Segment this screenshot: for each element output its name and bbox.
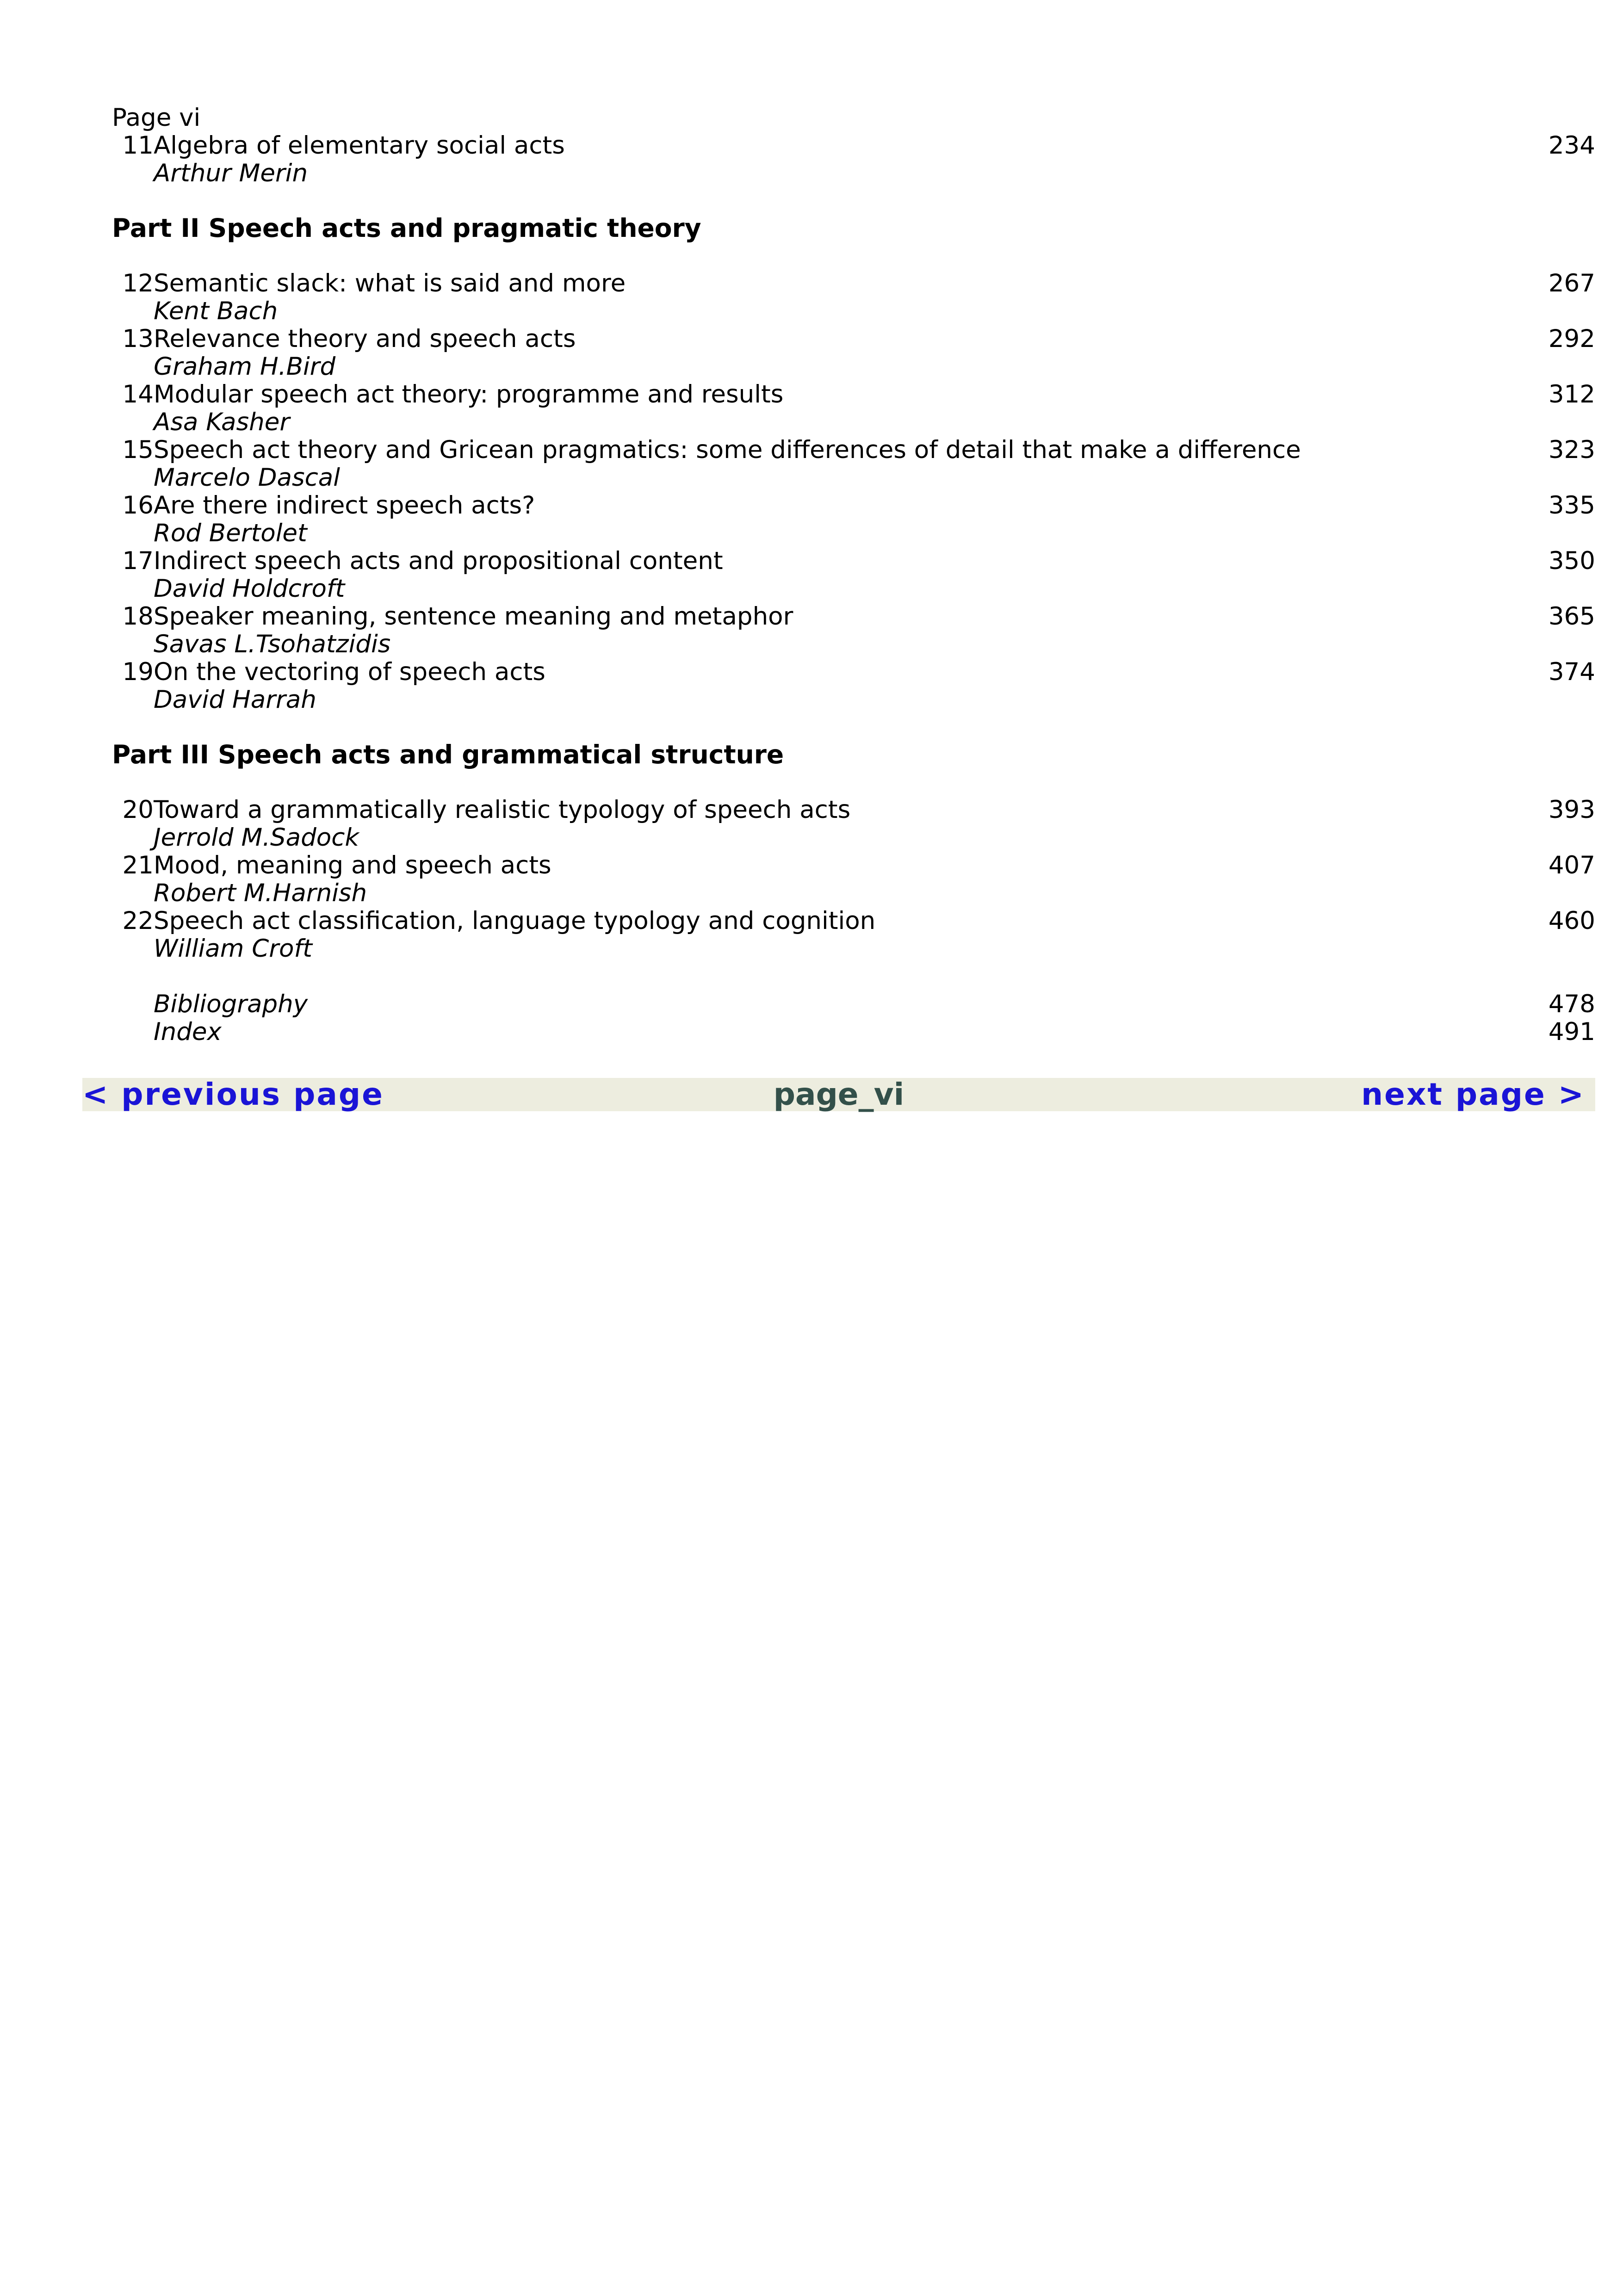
- empty-cell: [82, 353, 154, 381]
- chapter-number: [82, 1018, 154, 1046]
- chapter-page-number: 234: [1548, 131, 1595, 160]
- chapter-title: Algebra of elementary social acts: [154, 131, 565, 160]
- chapter-author: David Holdcroft: [154, 575, 345, 603]
- empty-cell: [1456, 824, 1595, 852]
- empty-cell: [82, 464, 154, 492]
- chapter-author: Rod Bertolet: [154, 519, 307, 547]
- spacer: [82, 963, 1595, 990]
- chapter-page-number: 374: [1548, 658, 1595, 686]
- toc-entry-row: [82, 907, 1595, 935]
- empty-cell: [82, 879, 154, 907]
- empty-cell: [1456, 353, 1595, 381]
- chapter-title: Mood, meaning and speech acts: [154, 851, 551, 879]
- empty-cell: [1456, 686, 1595, 714]
- chapter-number: 16: [122, 491, 154, 520]
- toc-author-row: [82, 879, 1595, 907]
- empty-cell: [1456, 575, 1595, 603]
- chapter-title: Relevance theory and speech acts: [154, 325, 576, 353]
- toc-table-top: [82, 132, 1595, 187]
- chapter-page-number: 312: [1548, 380, 1595, 408]
- chapter-author: Kent Bach: [154, 297, 278, 325]
- toc-author-row: [82, 353, 1595, 381]
- empty-cell: [82, 160, 154, 187]
- page-label: Page vi: [112, 104, 201, 132]
- chapter-page-number: 407: [1548, 851, 1595, 879]
- empty-cell: [82, 824, 154, 852]
- chapter-author: Asa Kasher: [154, 408, 290, 436]
- part-3-heading: Part III Speech acts and grammatical structure: [112, 740, 784, 769]
- chapter-title: Index: [154, 1018, 222, 1046]
- chapter-page-number: 335: [1548, 491, 1595, 520]
- chapter-page-number: 478: [1548, 990, 1595, 1018]
- toc-entry-row: [82, 796, 1595, 824]
- toc-entry-row: [82, 852, 1595, 879]
- chapter-author: Savas L.Tsohatzidis: [154, 630, 391, 658]
- chapter-number: 17: [122, 547, 154, 575]
- chapter-author: William Croft: [154, 934, 312, 963]
- chapter-title: Speaker meaning, sentence meaning and metaphor: [154, 602, 793, 631]
- chapter-title: Toward a grammatically realistic typology of speech acts: [154, 796, 851, 824]
- toc-entry-row: [82, 603, 1595, 631]
- empty-cell: [1456, 160, 1595, 187]
- empty-cell: [82, 520, 154, 547]
- chapter-author: Graham H.Bird: [154, 353, 336, 381]
- toc-author-row: [82, 631, 1595, 658]
- page-id-label: page_vi: [773, 1077, 904, 1112]
- previous-page-link[interactable]: < previous page: [82, 1077, 384, 1112]
- toc-entry-row: [82, 325, 1595, 353]
- empty-cell: [82, 631, 154, 658]
- toc-author-row: [82, 464, 1595, 492]
- chapter-title: Semantic slack: what is said and more: [154, 269, 626, 297]
- empty-cell: [1456, 631, 1595, 658]
- chapter-number: 21: [122, 851, 154, 879]
- empty-cell: [82, 575, 154, 603]
- empty-cell: [1456, 935, 1595, 963]
- chapter-number: 14: [122, 380, 154, 408]
- chapter-author: Robert M.Harnish: [154, 879, 367, 907]
- toc-table-back-matter: [82, 990, 1595, 1046]
- chapter-number: 11: [122, 131, 154, 160]
- toc-entry-row: [82, 492, 1595, 520]
- chapter-title: Bibliography: [154, 990, 308, 1018]
- chapter-title: Modular speech act theory: programme and results: [154, 380, 784, 408]
- chapter-number: 19: [122, 658, 154, 686]
- chapter-page-number: 267: [1548, 269, 1595, 297]
- chapter-page-number: 350: [1548, 547, 1595, 575]
- toc-author-row: [82, 520, 1595, 547]
- chapter-number: 22: [122, 907, 154, 935]
- chapter-page-number: 323: [1548, 436, 1595, 464]
- toc-author-row: [82, 408, 1595, 436]
- chapter-title: Indirect speech acts and propositional content: [154, 547, 723, 575]
- toc-entry-row: [82, 1018, 1595, 1046]
- toc-table-part2: [82, 270, 1595, 714]
- empty-cell: [1456, 408, 1595, 436]
- toc-author-row: [82, 575, 1595, 603]
- toc-entry-row: [82, 658, 1595, 686]
- empty-cell: [1456, 464, 1595, 492]
- empty-cell: [1456, 520, 1595, 547]
- chapter-number: 20: [122, 796, 154, 824]
- empty-cell: [82, 408, 154, 436]
- part-2-heading: Part II Speech acts and pragmatic theory: [112, 213, 701, 243]
- toc-entry-row: [82, 381, 1595, 408]
- chapter-title: Speech act theory and Gricean pragmatics: some differences of detail that make a difference: [154, 436, 1301, 464]
- chapter-page-number: 292: [1548, 325, 1595, 353]
- toc-entry-row: [82, 132, 1595, 160]
- chapter-author: Marcelo Dascal: [154, 464, 340, 492]
- toc-author-row: [82, 935, 1595, 963]
- chapter-page-number: 365: [1548, 602, 1595, 631]
- empty-cell: [82, 686, 154, 714]
- chapter-number: 12: [122, 269, 154, 297]
- empty-cell: [82, 935, 154, 963]
- toc-entry-row: [82, 436, 1595, 464]
- toc-author-row: [82, 824, 1595, 852]
- next-page-link[interactable]: next page >: [1361, 1077, 1585, 1112]
- chapter-title: Are there indirect speech acts?: [154, 491, 535, 520]
- chapter-number: 13: [122, 325, 154, 353]
- empty-cell: [1456, 879, 1595, 907]
- chapter-author: David Harrah: [154, 686, 316, 714]
- toc-page: [82, 104, 1595, 1046]
- toc-entry-row: [82, 270, 1595, 297]
- chapter-author: Jerrold M.Sadock: [154, 823, 359, 852]
- page-navigation-bar: [82, 1078, 1595, 1111]
- chapter-page-number: 460: [1548, 907, 1595, 935]
- chapter-number: 18: [122, 602, 154, 631]
- chapter-title: On the vectoring of speech acts: [154, 658, 545, 686]
- toc-author-row: [82, 686, 1595, 714]
- empty-cell: [82, 297, 154, 325]
- empty-cell: [1456, 297, 1595, 325]
- toc-table-part3: [82, 796, 1595, 963]
- chapter-author: Arthur Merin: [154, 159, 308, 187]
- chapter-page-number: 491: [1548, 1018, 1595, 1046]
- toc-author-row: [82, 297, 1595, 325]
- toc-author-row: [82, 160, 1595, 187]
- chapter-number: [82, 990, 154, 1018]
- toc-entry-row: [82, 990, 1595, 1018]
- toc-entry-row: [82, 547, 1595, 575]
- chapter-title: Speech act classification, language typology and cognition: [154, 907, 876, 935]
- chapter-number: 15: [122, 436, 154, 464]
- chapter-page-number: 393: [1548, 796, 1595, 824]
